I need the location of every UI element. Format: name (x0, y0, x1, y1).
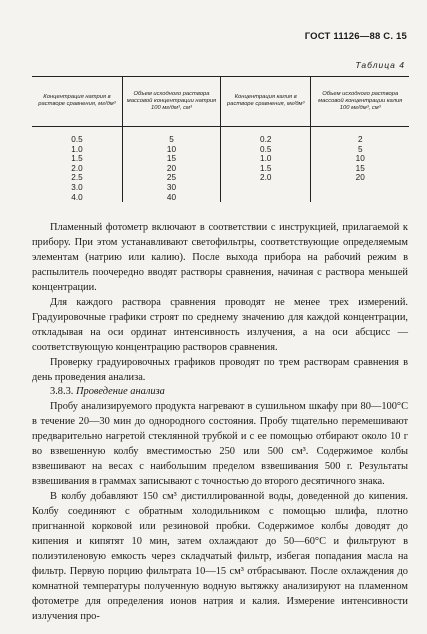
table-cell: 2.0 (71, 163, 83, 173)
table-cell: 20 (311, 173, 409, 183)
paragraph: В колбу добавляют 150 см³ дистиллированной воды, доведенной до кипения. Колбу соединяют с обратным холодильником с помощью шлифа, плотно пригнанной корковой или резиновой пробки. Содержимое колбы доводят до кипения и кипятят 10 мин, затем охлаждают до 50—60°С и фильтруют в полиэтиленовую емкость через складчатый фильтр, избегая попадания масла на фильтр. Первую порцию фильтрата 10—15 см³ отбрасывают. После охлаждения до комнатной температуры полученную водную вытяжку анализируют на пламенном фотометре для определения ионов натрия и калия. Измерение интенсивности излучения про- (32, 491, 408, 622)
table-cell (220, 193, 310, 203)
table-row (32, 173, 409, 183)
table-cell: 10 (311, 154, 409, 164)
table-cell (220, 183, 310, 193)
table-cell: 0.5 (220, 145, 310, 155)
table-cell: 25 (122, 173, 220, 183)
column-header: Объем исходного раствора массовой концентрации калия 100 мг/дм³, см³ (311, 77, 409, 127)
column-header: Объем исходного раствора массовой концентрации натрия 100 мг/дм³, см³ (122, 77, 220, 127)
table-row (32, 183, 409, 193)
column-header: Концентрация калия в растворе сравнения, мг/дм³ (220, 77, 310, 127)
section-title: Проведение анализа (76, 386, 165, 398)
table-row (32, 193, 409, 203)
table-cell: 2.0 (220, 173, 310, 183)
table-row (32, 154, 409, 164)
table-cell (311, 183, 409, 193)
section-number: 3.8.3. (50, 386, 74, 398)
paragraph: Пламенный фотометр включают в соответствии с инструкцией, прилагаемой к прибору. При этом устанавливают светофильтры, соответствующие определяемым элементам (натрию или калию). После выхода прибора на рабочий режим в распылитель поочередно вводят растворы сравнения, начиная с раствора меньшей концентрации. (32, 222, 408, 293)
body-text (32, 221, 408, 625)
table-cell: 1.0 (71, 144, 83, 154)
table-cell: 1.5 (220, 164, 310, 174)
table-row (32, 145, 409, 155)
table-cell: 30 (122, 183, 220, 193)
table-cell: 2 (311, 135, 409, 145)
data-table (32, 76, 409, 202)
table-cell: 15 (122, 154, 220, 164)
section-heading (32, 385, 408, 400)
table-cell: 5 (122, 135, 220, 145)
table-cell: 1.0 (220, 154, 310, 164)
table-cell: 1.5 (71, 154, 83, 164)
table-cell: 2.5 (71, 173, 83, 183)
paragraph: Пробу анализируемого продукта нагревают в сушильном шкафу при 80—100°С в течение 20—30 мин до однородного состояния. Пробу тщательно перемешивают предварительно нагретой стеклянной трубкой и с ее помощью отбирают около 10 г во взвешенную колбу вместимостью 250 или 500 см³. Содержимое колбы взвешивают на весах с наибольшим пределом взвешивания 500 г. Результаты взвешивания в граммах записывают с точностью до второго десятичного знака. (32, 401, 408, 488)
table-cell: 3.0 (71, 182, 83, 192)
table-cell: 4.0 (71, 192, 83, 202)
table-cell (311, 193, 409, 203)
table-cell: 5 (311, 145, 409, 155)
table-cell: 20 (122, 164, 220, 174)
table-label: Таблица 4 (355, 60, 405, 70)
table-header-row (32, 77, 409, 127)
table-cell: 0.2 (220, 135, 310, 145)
table-cell: 0.5 (71, 135, 83, 144)
table-cell: 40 (122, 193, 220, 203)
column-header: Концентрация натрия в растворе сравнения, мг/дм³ (32, 77, 122, 127)
paragraph: Проверку градуировочных графиков проводят по трем растворам сравнения в день проведения анализа. (32, 356, 408, 383)
table-cell: 15 (311, 164, 409, 174)
running-header: ГОСТ 11126—88 С. 15 (304, 31, 407, 42)
table-row (32, 135, 409, 145)
table-cell: 10 (122, 145, 220, 155)
paragraph: Для каждого раствора сравнения проводят не менее трех измерений. Градуировочные графики строят по среднему значению для каждой концентрации, откладывая на оси ординат интенсивность излучения, а на оси абсцисс — соответствующую концентрацию растворов сравнения. (32, 296, 408, 353)
table-row (32, 164, 409, 174)
